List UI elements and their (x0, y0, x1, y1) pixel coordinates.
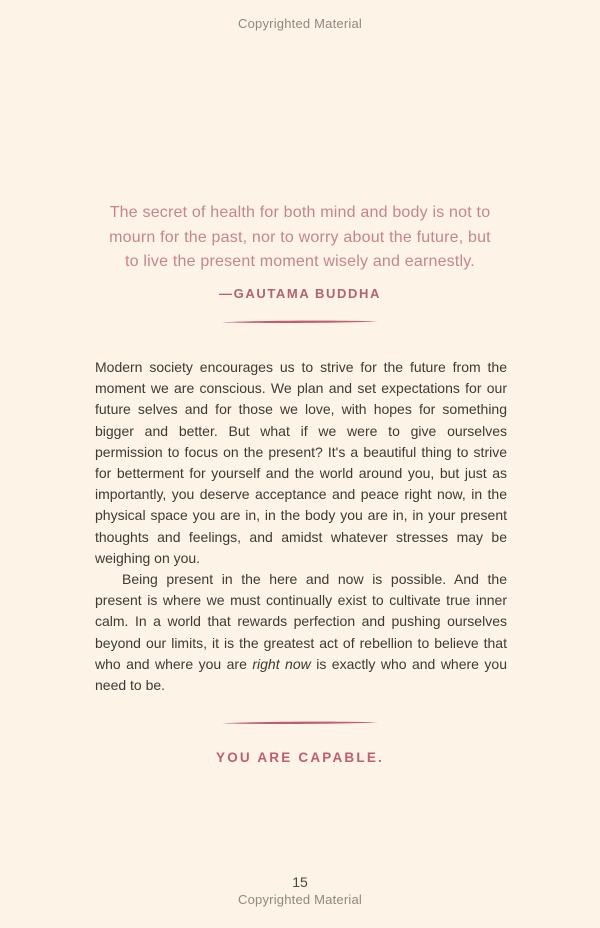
copyright-notice-top: Copyrighted Material (238, 16, 362, 31)
copyright-notice-bottom: Copyrighted Material (238, 892, 362, 907)
body-text-line: moment we are conscious. We plan and set expectations for our (95, 380, 507, 397)
body-text-line: Modern society encourages us to strive for the future from the (95, 359, 507, 375)
body-text-line: for betterment for yourself and the world around you, but just as (95, 465, 507, 482)
body-text-line: weighing on you. (95, 549, 201, 566)
body-text-line: calm. In a world that rewards perfection and pushing ourselves (95, 613, 507, 630)
body-text-line: Being present in the here and now is possible. And the (122, 571, 507, 588)
epigraph-quote-line: The secret of health for both mind and body is not to (109, 204, 491, 221)
paragraph (95, 569, 507, 696)
paragraph (95, 357, 507, 569)
body-text-line: physical space you are in, in the body you are in, in your present (95, 507, 507, 524)
body-text-line: bigger and better. But what if we were to give ourselves (95, 422, 507, 439)
page-number: 15 (292, 874, 308, 890)
body-text-line: thoughts and feelings, and amidst whatever stresses may be (95, 528, 507, 545)
quote-attribution: —GAUTAMA BUDDHA (219, 286, 381, 301)
chapter-tagline: YOU ARE CAPABLE. (216, 750, 384, 765)
epigraph-quote (70, 201, 530, 275)
epigraph-quote-line: mourn for the past, nor to worry about the future, but (109, 228, 491, 246)
epigraph-quote-line: to live the present moment wisely and earnestly. (125, 253, 475, 271)
body-text-line: importantly, you deserve acceptance and peace right now, in the (95, 486, 507, 503)
section-divider (222, 319, 378, 325)
body-text-line: beyond our limits, it is the greatest act of rebellion to believe that (95, 634, 507, 651)
body-text (95, 357, 507, 696)
section-divider (222, 720, 378, 726)
body-text-line: future selves and for those we love, with hopes for something (95, 401, 507, 418)
body-text-line: need to be. (95, 677, 166, 694)
body-text-line: present is where we must continually exist to cultivate true inner (95, 592, 507, 609)
body-text-line: permission to focus on the present? It's a beautiful thing to strive (95, 443, 507, 460)
body-text-line: who and where you are right now is exactly who and where you (95, 655, 507, 672)
